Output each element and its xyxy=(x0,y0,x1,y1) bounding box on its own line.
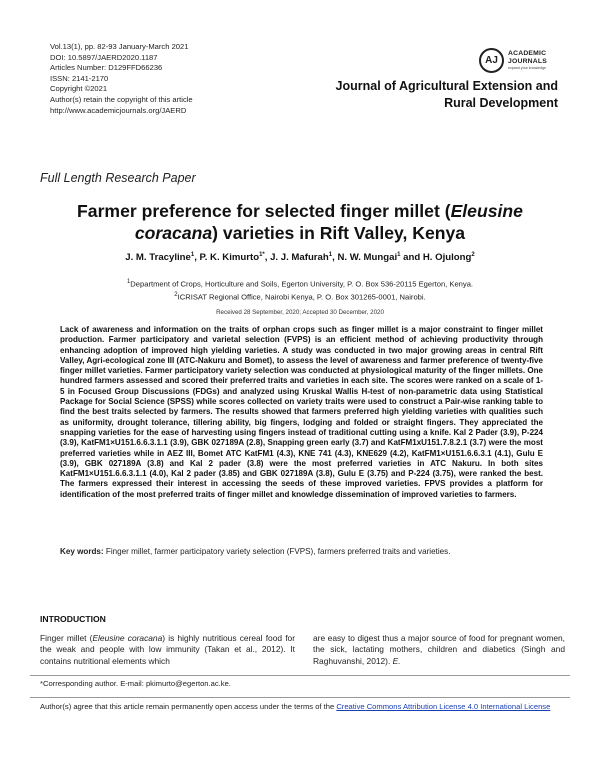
meta-article-number: Articles Number: D129FFD66236 xyxy=(50,63,163,73)
author-name: J. J. Mafurah xyxy=(270,252,329,264)
title-part-2: ) varieties in Rift Valley, Kenya xyxy=(212,223,466,243)
keywords xyxy=(60,546,450,557)
author-name: J. M. Tracyline xyxy=(125,252,191,264)
author-affil-mark: 2 xyxy=(471,252,475,258)
meta-copyright: Copyright ©2021 xyxy=(50,84,108,94)
intro-column-2: are easy to digest thus a major source of food for pregnant women, the sick, lactating mothers, children and diabetics (Singh and Raghuvanshi, 2012). E. xyxy=(313,633,565,666)
paper-type: Full Length Research Paper xyxy=(40,171,196,185)
intro-column-1: Finger millet (Eleusine coracana) is highly nutritious cereal food for the weak and people with low immunity (Takan et al., 2012). It contains nutritional elements which xyxy=(40,633,295,666)
meta-doi: DOI: 10.5897/JAERD2020.1187 xyxy=(50,52,158,62)
meta-issn: ISSN: 2141-2170 xyxy=(50,73,109,83)
title-italic-1: Eleusine xyxy=(450,201,523,221)
meta-volume: Vol.13(1), pp. 82-93 January-March 2021 xyxy=(50,42,189,51)
abstract: Lack of awareness and information on the traits of orphan crops such as finger millet is a major constraint to finger millet production. Farmer participatory and varietal selection (FVPS) is an efficient method of achieving productivity through enhancing adoption of improved high yielding varieties. A study was conducted in two major growing areas in central Rift Valley, Agri-ecological zone III (ATC-Nakuru and Bomet), to assess the level of awareness and farmer preference of twenty-five finger millet varieties. Farmer participatory variety selection was conducted at physiological maturity of the finger millets. One hundred farmers assessed and scored their preferred traits and varieties in each site. The scores were ranked on a scale of 1-5 in Focused Group Discussions (FDGs) and analyzed using Kruskal Wallis H-test of non-parametric data using Statistical Package for Social Science (SPSS) while scores collected on variety traits were used to construct a Pair-wise ranking table to find the best traits selected by farmers. The results showed that farmers preferred high yielding varieties with qualities such as uniformity, drought tolerance, tillering ability, big fingers, lodging and folded or straight fingers. They appreciated the snapping varieties for the ease of harvesting using fingers instead of traditional cutting using a knife. Kal 2 Pader (3.9), P-224 (3.9), KatFM1×U151.6.6.3.1.1 (3.9), GBK 027189A (2.8), Snapping green early (3.7) and KatFM1xU151.7.8.2.1 (3.7) were the most preferred varieties while in AEZ III, Bomet ATC KatFM1 (4.3), KNE 741 (4.3), KNE629 (4.2), KatFM1×U151.6.6.3.1 (4.1), Gulu E (3.9), GBK 027189A (3.8) and Kal 2 pader (3.8) were the most preferred varieties in ATC Nakuru. In both sites KatFM1×U151.6.6.3.1.1 (4.0), Kal 2 pader (3.85) and GBK 027189A (3.8), Gulu E (3.75) and P-224 (3.75), were ranked the best. The farmers expressed their interest in accessing the seeds of these improved varieties. FPVS provides a platform for identification of the most preferred traits of finger millet and knowledge dissemination of improved varieties to farmers. xyxy=(60,325,543,499)
affiliation-1: $^1$Department of Crops, Horticulture and Soils, Egerton University, P. O. Box 536-20115 Egerton, Kenya. xyxy=(126,279,474,289)
article-metadata xyxy=(50,42,193,116)
affiliations xyxy=(0,277,600,303)
author-list: J. M. Tracyline$^1$, P. K. Kimurto$^{1*}$, J. J. Mafurah$^1$, N. W. Mungai$^1$ and H. Ojulong$^2$ xyxy=(125,252,475,264)
publisher-logo xyxy=(479,48,560,73)
license-divider xyxy=(30,697,570,698)
author-affil-mark: 1 xyxy=(328,252,333,258)
keywords-text: Finger millet, farmer participatory variety selection (FVPS), farmers preferred traits and varieties. xyxy=(105,547,451,556)
corresponding-author: *Corresponding author. E-mail: pkimurto@egerton.ac.ke. xyxy=(40,679,231,688)
author-affil-mark: 1 xyxy=(190,252,195,258)
paper-title xyxy=(20,200,580,244)
author-name: N. W. Mungai xyxy=(337,252,398,264)
license-statement: Author(s) agree that this article remain permanently open access under the terms of the Creative Commons Attribution License 4.0 International License xyxy=(40,702,551,711)
author-affil-mark: 1 xyxy=(397,252,401,258)
author-name: H. Ojulong xyxy=(422,252,472,264)
affiliation-2: $^2$ICRISAT Regional Office, Nairobi Kenya, P. O. Box 301265-0001, Nairobi. xyxy=(174,291,426,302)
introduction-heading: INTRODUCTION xyxy=(40,614,106,624)
logo-tagline: expand your knowledge xyxy=(508,66,546,70)
title-italic-2: coracana xyxy=(134,223,213,243)
meta-journal-url[interactable]: http://www.academicjournals.org/JAERD xyxy=(50,105,187,115)
footnote-divider xyxy=(30,675,570,676)
journal-title: Journal of Agricultural Extension and Rural Development xyxy=(335,79,558,110)
received-accepted-dates: Received 28 September, 2020; Accepted 30 December, 2020 xyxy=(216,309,384,316)
aj-logo-icon: AJ xyxy=(479,48,504,73)
keywords-label: Key words: xyxy=(60,547,104,556)
license-link[interactable]: Creative Commons Attribution License 4.0 International License xyxy=(336,702,551,711)
meta-copyright-note: Author(s) retain the copyright of this article xyxy=(50,94,193,104)
author-name: P. K. Kimurto xyxy=(199,252,260,264)
author-affil-mark: 1* xyxy=(259,252,265,258)
logo-name: ACADEMIC JOURNALS xyxy=(508,50,547,65)
title-part-1: Farmer preference for selected finger millet ( xyxy=(77,201,451,221)
